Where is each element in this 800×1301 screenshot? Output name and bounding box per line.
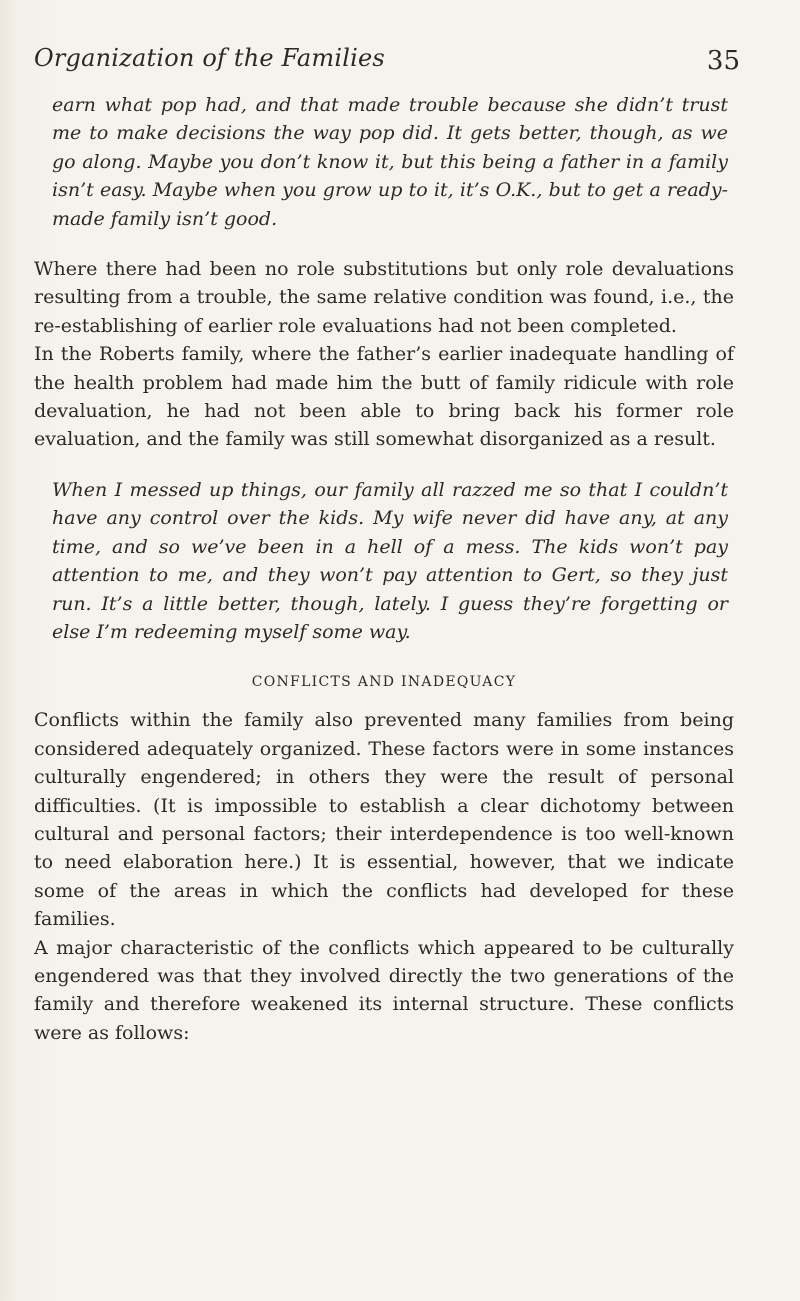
quote-block-2: When I messed up things, our family all razzed me so that I couldn’t have any control over the kids. My wife never did have any, at any time, and so we’ve been in a hell of a mess. The kids won’t pay attention to me, and they won’t pay attention to Gert, so they just run. It’s a little better, though, lately. I guess they’re forgetting or else I’m redeeming myself some way.: [52, 478, 728, 643]
quote-block-1: earn what pop had, and that made trouble because she didn’t trust me to make decisions the way pop did. It gets better, though, as we go along. Maybe you don’t know it, but this being a father in a family isn’t easy. Maybe when you grow up to it, it’s O.K., but to get a ready-made family isn’t good.: [52, 94, 728, 230]
paragraph-2: In the Roberts family, where the father’s earlier inadequate handling of the health problem had made him the butt of family ridicule with role devaluation, he had not been able to bring back his former role evaluation, and the family was still somewhat disorganized as a result.: [34, 343, 734, 451]
paragraph-1: Where there had been no role substitutions but only role devaluations resulting from a trouble, the same relative condition was found, i.e., the re-establishing of earlier role evaluations had not been completed.: [34, 258, 734, 337]
paragraph-4: A major characteristic of the conflicts which appeared to be culturally engendered was that they involved directly the two generations of the family and therefore weakened its internal structure. These conflicts were as follows:: [34, 936, 734, 1044]
page-header: [34, 44, 740, 84]
spacer: [34, 233, 734, 255]
section-heading: CONFLICTS AND INADEQUACY: [251, 674, 517, 691]
page-number: 35: [706, 46, 740, 76]
spacer: [34, 454, 734, 476]
page-body: [34, 91, 734, 1047]
paragraph-3: Conflicts within the family also prevented many families from being considered adequately organized. These factors were in some instances culturally engendered; in others they were the result of personal difficulties. (It is impossible to establish a clear dichotomy between cultural and personal factors; their interdependence is too well-known to need elaboration here.) It is essential, however, that we indicate some of the areas in which the conflicts had developed for these families.: [34, 709, 734, 931]
spacer: [34, 696, 734, 706]
running-head: Organization of the Families: [34, 44, 385, 72]
spacer: [34, 646, 734, 668]
